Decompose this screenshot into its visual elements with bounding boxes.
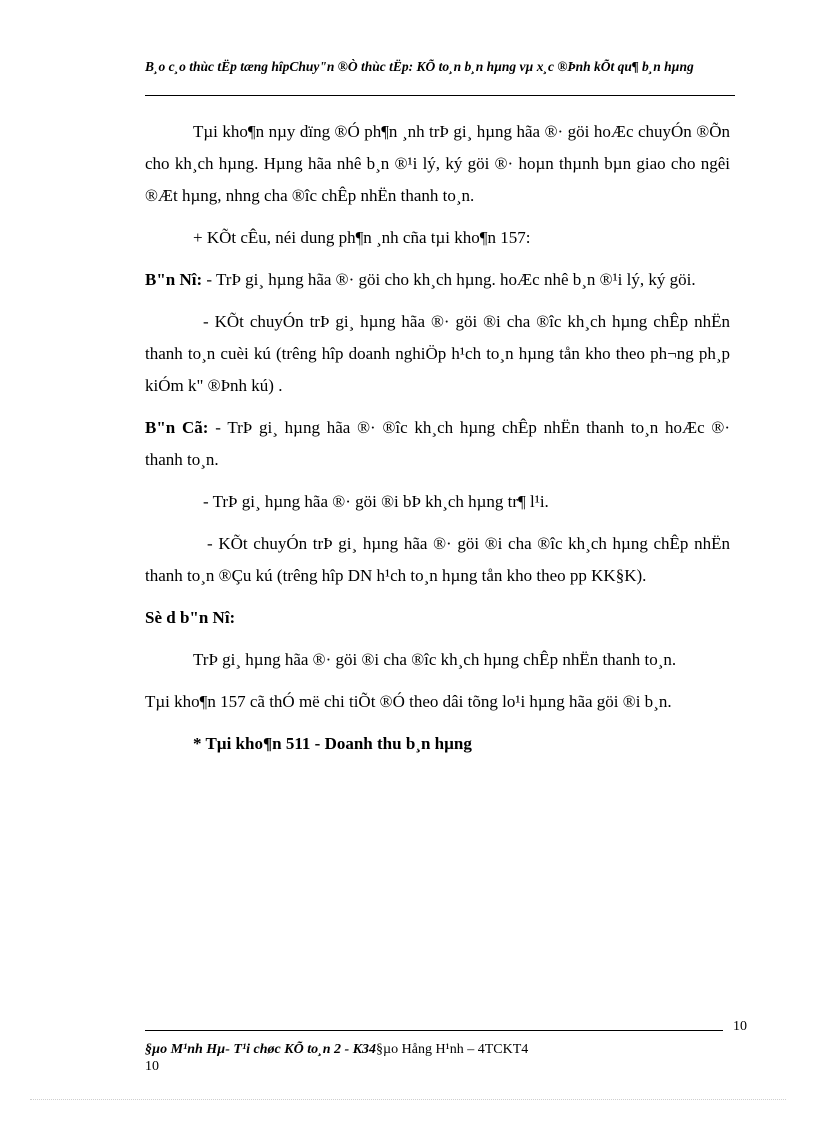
paragraph: - KÕt chuyÓn trÞ gi¸ hµng hãa ®· göi ®i cha ®îc kh¸ch hµng chÊp nhËn thanh to¸n cuèi kú (trêng hîp doanh nghiÖp h¹ch to¸n hµng tån kho theo ph¬ng ph¸p kiÓm k" ®Þnh kú) .	[145, 312, 730, 395]
paragraph	[145, 264, 730, 296]
credit-label: B"n Cã:	[145, 418, 209, 437]
paragraph: Tµi kho¶n nµy dïng ®Ó ph¶n ¸nh trÞ gi¸ hµng hãa ®· göi hoÆc chuyÓn ®Õn cho kh¸ch hµng. Hµng hãa nhê b¸n ®¹i lý, ký göi ®· hoµn thµnh bµn giao cho ngêi ®Æt hµng, nhng cha ®îc chÊp nhËn thanh to¸n.	[145, 122, 730, 205]
paragraph: Tµi kho¶n 157 cã thÓ më chi tiÕt ®Ó theo dâi tõng lo¹i hµng hãa göi ®i b¸n.	[145, 692, 672, 711]
footer-author	[145, 1040, 745, 1059]
document-body	[145, 116, 730, 760]
paragraph: + KÕt cÊu, néi dung ph¶n ¸nh cña tµi kho¶n 157:	[193, 228, 531, 247]
balance-label: Sè d b"n Nî:	[145, 608, 236, 627]
paragraph: - KÕt chuyÓn trÞ gi¸ hµng hãa ®· göi ®i cha ®îc kh¸ch hµng chÊp nhËn thanh to¸n ®Çu kú (trêng hîp DN h¹ch to¸n hµng tån kho theo pp KK§K).	[145, 534, 730, 585]
header-divider	[145, 95, 735, 96]
paragraph: - TrÞ gi¸ hµng hãa ®· göi ®i bÞ kh¸ch hµng tr¶ l¹i.	[203, 492, 549, 511]
page-number: 10	[733, 1019, 747, 1034]
paragraph-text: - TrÞ gi¸ hµng hãa ®· ®îc kh¸ch hµng chÊp nhËn thanh to¸n hoÆc ®· thanh to¸n.	[145, 418, 731, 469]
debit-label: B"n Nî:	[145, 270, 203, 289]
paragraph	[145, 412, 730, 476]
paragraph: TrÞ gi¸ hµng hãa ®· göi ®i cha ®îc kh¸ch hµng chÊp nhËn thanh to¸n.	[193, 650, 677, 669]
page-header-title: B¸o c¸o thùc tËp tæng hîpChuy"n ®Ò thùc tËp: KÕ to¸n b¸n hµng vµ x¸c ®Þnh kÕt qu¶ b¸n hµng	[145, 59, 694, 74]
section-heading: * Tµi kho¶n 511 - Doanh thu b¸n hµng	[193, 734, 472, 753]
page-edge-divider	[30, 1099, 786, 1100]
footer-author-plain: §µo Hång H¹nh – 4TCKT4	[376, 1042, 529, 1057]
footer-page-number: 10	[145, 1059, 159, 1074]
footer-author-italic: §µo M¹nh Hµ- T¹i chøc KÕ to¸n 2 - K34	[145, 1042, 377, 1057]
footer-divider	[145, 1030, 723, 1031]
paragraph-text: - TrÞ gi¸ hµng hãa ®· göi cho kh¸ch hµng. hoÆc nhê b¸n ®¹i lý, ký göi.	[202, 270, 696, 289]
